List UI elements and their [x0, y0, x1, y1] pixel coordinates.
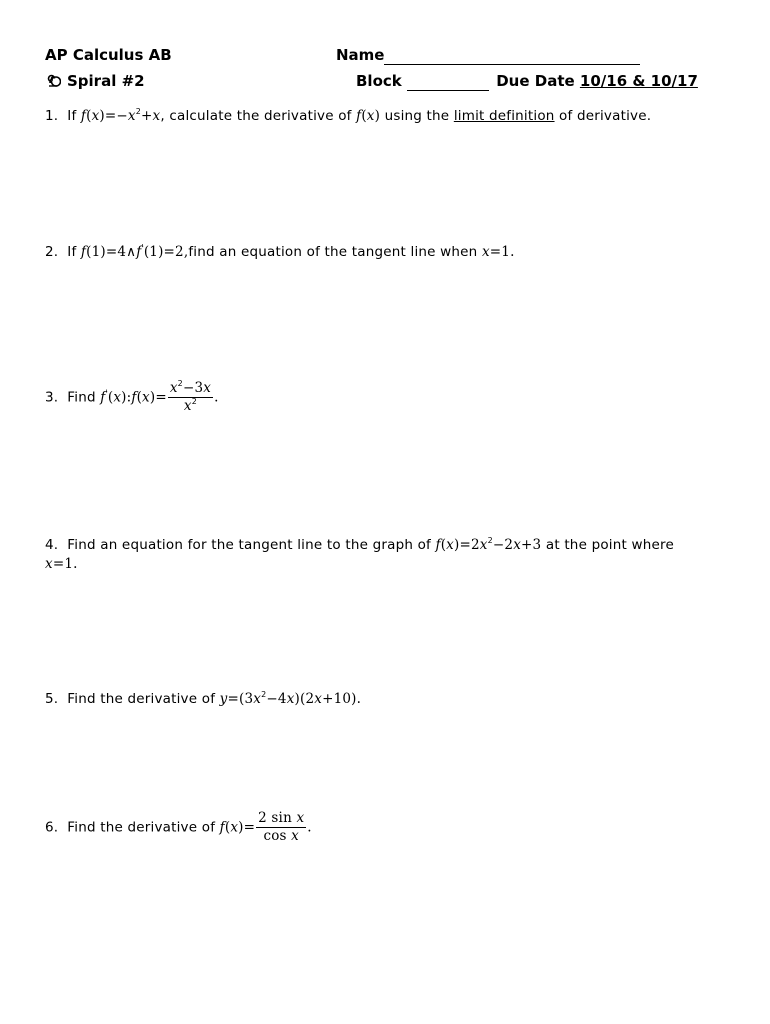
course-title: AP Calculus AB	[45, 46, 172, 64]
due-date-label: Due Date	[496, 72, 575, 90]
question-number: 5.	[45, 691, 59, 707]
question-number: 6.	[45, 819, 59, 836]
question-3: 3. Find f'(x):f(x)= $\frac{x^2-3x}{x^2}$ .	[45, 379, 219, 414]
question-4: 4. Find an equation for the tangent line to the graph of $f(x)=2x^2-2x+3$ at the point where	[45, 536, 674, 553]
question-6: 6. Find the derivative of f(x)= $\frac{\text{2 sin x}}{\text{cos x}}$ .	[45, 810, 312, 844]
block-field[interactable]	[356, 72, 698, 91]
limit-definition-text: limit definition	[453, 108, 555, 124]
fraction-2sinx-over-cosx: $\frac{\text{2 sin x}}{\text{cos x}}$	[258, 810, 305, 844]
question-number: 2.	[45, 244, 59, 260]
question-number: 1.	[45, 108, 59, 124]
block-label: Block	[356, 72, 402, 90]
question-4-continued: x=1.	[45, 556, 78, 572]
question-1: 1. If $f(x)=-x^2+x$, calculate the derivative of f(x) using the limit definition of derivative.	[45, 107, 652, 124]
due-date-value: 10/16 & 10/17	[579, 72, 698, 90]
spiral-icon	[45, 71, 61, 89]
question-2: 2. If f(1)=4∧f'(1)=2,find an equation of the tangent line when x=1.	[45, 243, 515, 260]
fraction-x2-3x-over-x2: $\frac{x^2-3x}{x^2}$	[169, 379, 212, 414]
question-5: 5. Find the derivative of $y=(3x^2-4x)(2x+10)$.	[45, 690, 362, 707]
name-field[interactable]	[336, 46, 640, 65]
name-blank[interactable]	[384, 46, 640, 65]
question-number: 3.	[45, 389, 59, 406]
spiral-title: Spiral #2	[67, 72, 145, 90]
name-label: Name	[336, 46, 385, 64]
worksheet-title	[45, 71, 145, 90]
block-blank[interactable]	[407, 72, 489, 91]
question-number: 4.	[45, 537, 59, 553]
